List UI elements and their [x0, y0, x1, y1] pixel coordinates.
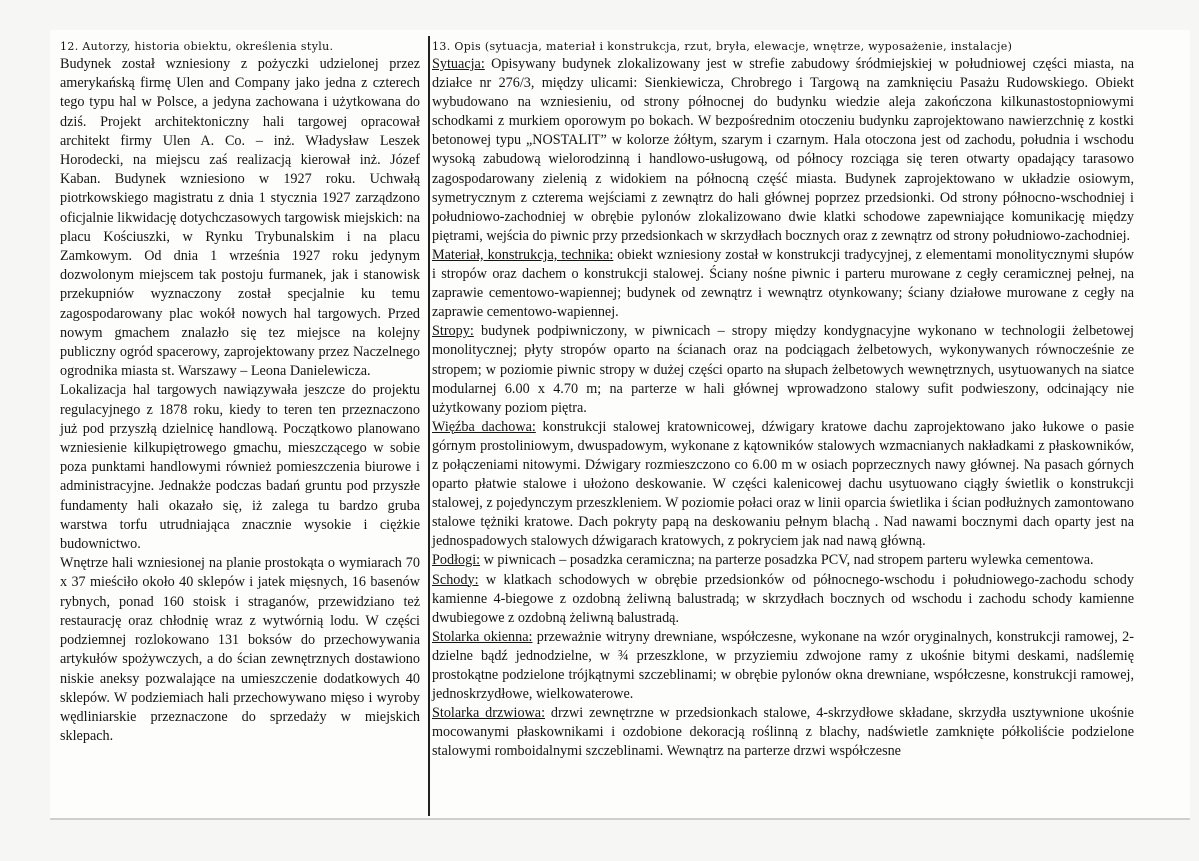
section-stolarka-okienna [432, 628, 1134, 704]
section-text: drzwi zewnętrzne w przedsionkach stalowe, 4-skrzydłowe składane, skrzydła usztywnione ukośnie mocowanymi płaskownikami i ozdobione dekoracją roślinną z blachy, nadświetle zamknięte półkoliście podzielone stalowymi romboidalnymi szczeblinami. Wewnątrz na parterze drzwi współczesne [432, 705, 1134, 760]
section-wiezba [432, 418, 1134, 552]
section-text: budynek podpiwniczony, w piwnicach – stropy między kondygnacyjne wykonano w technologii żelbetowej monolitycznej; płyty stropów oparto na ścianach oraz na podciągach żelbetowych, wykonywanych równocześnie ze stropem; w poziomie piwnic stropy w dużej części oparto na słupach żelbetowych wewnętrznych, usytuowanych na siatce modularnej 6.00 x 4.70 m; na parterze w hali głównej wprowadzono stalowy sufit podwieszony, odcinający nie użytkowany poziom piętra. [432, 323, 1134, 416]
right-column [432, 40, 1134, 761]
section-text: przeważnie witryny drewniane, współczesne, wykonane na wzór oryginalnych, konstrukcji ramowej, 2-dzielne bądź jednodzielne, w ¾ przeszklone, w przyziemiu zdwojone ramy z ukośnie bitymi deskami, nadślemię prostokątne podzielone trójkątnymi szczeblinami; w obrębie pylonów okna drewniane, współczesne, konstrukcji ramowej, jednoskrzydłowe, wielkowaterowe. [432, 628, 1134, 703]
section-label: Schody: [432, 571, 479, 588]
section-stolarka-drzwiowa [432, 704, 1134, 761]
left-paragraph-location: Lokalizacja hal targowych nawiązywała jeszcze do projektu regulacyjnego z 1878 roku, kiedy to teren ten przeznaczono już pod przyszłą dzielnicę handlową. Początkowo planowano wzniesienie kilkupiętrowego gmachu, mieszczącego w sobie poza punktami handlowymi również pomieszczenia biurowe i administracyjne. Jednakże podczas badań gruntu pod przyszłe fundamenty hali okazało się, iż zalega tu bardzo gruba warstwa torfu utrudniająca znacznie wysokie i ciężkie budownictwo. [60, 382, 420, 553]
bottom-border [50, 818, 1190, 820]
section-text: konstrukcji stalowej kratownicowej, dźwigary kratowe dachu zaprojektowano jako łukowe o pasie górnym prostoliniowym, dwuspadowym, wykonane z kątowników stalowych wzmacnianych nakładkami z płaskowników, z połączeniami nitowymi. Dźwigary rozmieszczono co 6.00 m w osiach poprzecznych nawy głównej. Na pasach górnych oparto płatwie stalowe i ułożono deskowanie. W części kalenicowej dachu usytuowano ciągły świetlik o konstrukcji stalowej, z pojedynczym przeszkleniem. W poziomie połaci oraz w linii oparcia świetlika i ścian podłużnych zamontowano stalowe tężniki kratowe. Dach pokryty papą na deskowaniu pełnym blachą . Nad nawami bocznymi dach oparty jest na jednospadowych stalowych dźwigarach kratowych, z pokryciem jak nad nawą główną. [432, 418, 1135, 550]
section-stropy [432, 322, 1134, 417]
section-text: w piwnicach – posadzka ceramiczna; na parterze posadzka PCV, nad stropem parteru wylewka cementowa. [480, 552, 1094, 569]
section-label: Podłogi: [432, 552, 481, 569]
section-schody [432, 571, 1134, 628]
right-section-header: 13. Opis (sytuacja, materiał i konstrukcja, rzut, bryła, elewacje, wnętrze, wyposażenie, instalacje) [432, 40, 1013, 53]
section-text: Opisywany budynek zlokalizowany jest w strefie zabudowy śródmiejskiej w południowej części miasta, na działce nr 276/3, między ulicami: Sienkiewicza, Chrobrego i Targową na zamknięciu Pasażu Rudowskiego. Obiekt wybudowano na wzniesieniu, od strony północnej do budynku wiedzie aleja zakończona kilkunastostopniowymi schodkami z murkiem oporowym po bokach. W bezpośrednim otoczeniu budynku zaprojektowano nawierzchnię z kostki betonowej typu „NOSTALIT” w kolorze żółtym, szarym i czarnym. Hala otoczona jest od zachodu, południa i wschodu wysoką zabudową wielorodzinną i handlowo-usługową, od północy rozciąga się teren otwarty opadający tarasowo zagospodarowany zielenią z widokiem na północną część miasta. Budynek zaprojektowano w układzie osiowym, symetrycznym z czterema wejściami z zewnątrz do hali głównej poprzez przedsionki. Od strony północno-wschodniej i południowo-zachodniej w obrębie pylonów zlokalizowano dwie klatki schodowe zapewniające komunikację między piętrami, wejścia do piwnic przy przedsionkach w skrzydłach bocznych oraz z zewnątrz od strony południowo-zachodniej. [432, 56, 1134, 244]
section-label: Więźba dachowa: [432, 418, 536, 435]
section-text: obiekt wzniesiony został w konstrukcji tradycyjnej, z elementami monolitycznymi słupów i stropów oraz dachem o konstrukcji stalowej. Ściany nośne piwnic i parteru murowane z cegły ceramicznej pełnej, na zaprawie cementowo-wapiennej; budynek od zewnątrz i wewnątrz otynkowany; ściany działowe murowane z cegły na zaprawie cementowo-wapiennej. [432, 246, 1134, 321]
section-label: Sytuacja: [432, 56, 485, 72]
left-section-header: 12. Autorzy, historia obiektu, określenia stylu. [60, 40, 334, 53]
left-paragraph-interior: Wnętrze hali wzniesionej na planie prostokąta o wymiarach 70 x 37 mieściło około 40 sklepów i jatek mięsnych, 16 basenów rybnych, ponad 160 stoisk i straganów, przewidziano też restaurację oraz chłodnię wraz z wytwórnią lodu. W części podziemnej rozlokowano 131 boksów do przechowywania artykułów spożywczych, a do ścian zewnętrznych dostawiono niskie aneksy pozwalające na umieszczenie dodatkowych 40 sklepów. W podziemiach hali przechowywano mięso i wyroby wędliniarskie przeznaczone do sprzedaży w miejskich sklepach. [60, 555, 420, 745]
section-label: Stolarka okienna: [432, 628, 533, 645]
section-sytuacja [432, 55, 1134, 246]
column-divider [428, 36, 430, 816]
left-column [60, 40, 420, 746]
left-paragraph-history: Budynek został wzniesiony z pożyczki udzielonej przez amerykańską firmę Ulen and Company jako jedna z czterech tego typu hal w Polsce, a jedyna zachowana i użytkowana do dziś. Projekt architektoniczny hali targowej opracował architekt firmy Ulen A. Co. – inż. Władysław Leszek Horodecki, na miejscu zaś realizacją kierował inż. Józef Kaban. Budynek wzniesiono w 1927 roku. Uchwałą piotrkowskiego magistratu z dnia 1 stycznia 1927 zarządzono oficjalnie likwidację dotychczasowych targowisk miejskich: na placu Kościuszki, w Rynku Trybunalskim i na placu Zamkowym. Od dnia 1 września 1927 roku jedynym dozwolonym miejscem tak postoju furmanek, jak i stanowisk przekupniów wyznaczony został specjalnie ku temu zagospodarowany plac wokół nowych hal targowych. Przed nowym gmachem znalazło się tez miejsce na kolejny publiczny ogród spacerowy, zaprojektowany przez Naczelnego ogrodnika miasta st. Warszawy – Leona Danielewicza. [60, 56, 420, 380]
section-label: Materiał, konstrukcja, technika: [432, 246, 614, 263]
section-podlogi [432, 551, 1134, 570]
section-material [432, 246, 1134, 322]
section-label: Stolarka drzwiowa: [432, 705, 546, 722]
section-label: Stropy: [432, 323, 474, 340]
section-text: w klatkach schodowych w obrębie przedsionków od północnego-wschodu i południowego-zachodu schody kamienne 4-biegowe z ozdobną żeliwną balustradą; w skrzydłach bocznych od wschodu i zachodu schody kamienne dwubiegowe z ozdobną żeliwną balustradą. [432, 571, 1134, 626]
